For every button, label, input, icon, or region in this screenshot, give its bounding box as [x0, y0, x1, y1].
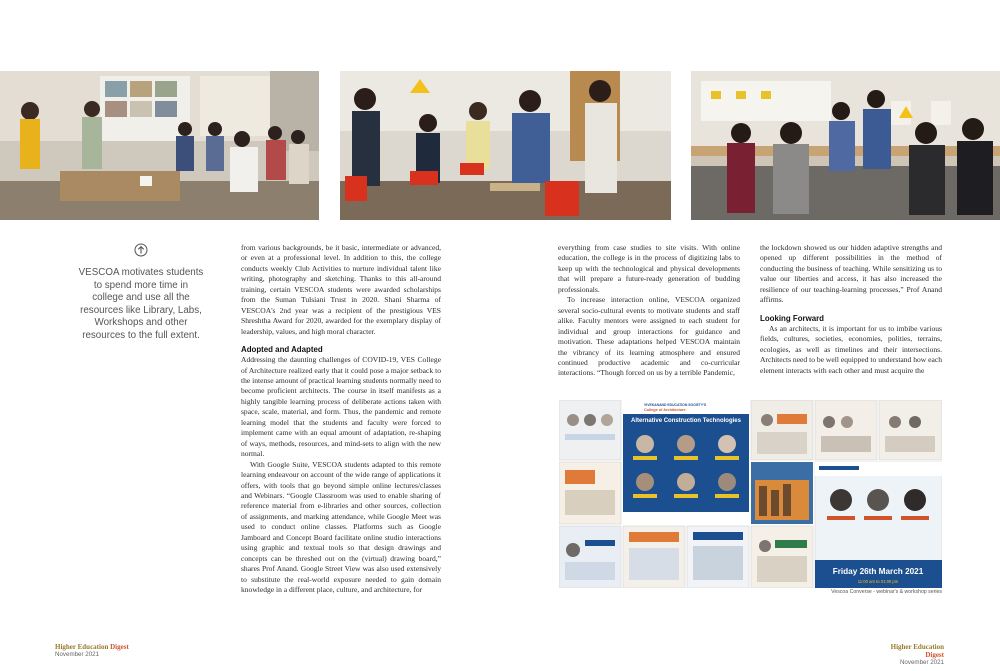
article-column-3	[760, 243, 942, 376]
footer-date: November 2021	[899, 659, 944, 666]
alternative-construction-poster	[623, 400, 749, 524]
paragraph: the lockdown showed us our hidden adaptive strengths and opened up different possibilities in the method of conducting the business of teaching. While sensitizing us to value our liberties and access, it has also increased the resilience of our teaching-learning processes,” Prof Anand affirms.	[760, 243, 942, 305]
article-column-2	[558, 243, 740, 379]
paragraph: from various backgrounds, be it basic, intermediate or advanced, or even at a professional level. In addition to this, the college conducts weekly Club Activities to nurture individual talent like writing, photography and sketching. Thanks to this all-around training, certain VESCOA students were awarded scholarships from the Suman Tulsiani Trust in 2020. Shani Sharma of VESCOA's 2nd year was a recipient of the prestigious VES Shreshtha Award for 2020, awarded for the exemplary display of leadership, values, and high moral character.	[241, 243, 441, 336]
footer-brand-accent: Digest	[110, 643, 129, 651]
poster-left-column	[559, 400, 621, 588]
paragraph: Addressing the daunting challenges of COVID-19, VES College of Architecture realized early that it could pose a major setback to the intense amount of practical learning students normally need to become proficient architects. The course in itself manifests as a highly tangible learning process of deliberate actions taken with space, scale, material, and form. Thus, the pandemic and remote learning model that the students and faculty were forced to implement came with an equal amount of adaptation, re-shaping of ways, methods, resources, and mind-sets to align with the new normal.	[241, 355, 441, 459]
paragraph: To increase interaction online, VESCOA organized several socio-cultural events to motivate students and staff alike. Faculty mentors were assigned to each student for individual and group interactions for guidance and motivation. These adaptations helped VESCOA maintain the vibrancy of its learning atmosphere and ensured continued productive academic and co-curricular interactions. “Though forced on us by a terrible Pandemic,	[558, 295, 740, 378]
footer-right	[876, 643, 944, 667]
footer-brand-main: Higher Education	[55, 643, 111, 651]
footer-brand	[876, 643, 944, 659]
collage-caption: Vescoa Converse - webinar's & workshop series	[831, 589, 942, 595]
poster-right-middle	[751, 462, 813, 524]
poster-college-text: College of Architecture	[644, 408, 686, 412]
poster-society-text: VIVEKANAND EDUCATION SOCIETY'S	[644, 403, 707, 407]
paragraph: As an architects, it is important for us to imbibe various fields, cultures, societies, economies, polities, terrains, ecologies, as well as timelines and their intersections. Architects need to be well equipped to understand how each element interacts with each other and must acquire the	[760, 323, 942, 375]
poster-bottom-strip	[623, 526, 813, 588]
friday-time-text: 11:00 am to 01:00 pm	[857, 579, 899, 584]
electrical-lab-photo	[691, 71, 1000, 220]
poster-right-top	[751, 400, 942, 460]
article-column-1	[241, 243, 441, 596]
paragraph: everything from case studies to site visits. With online education, the college is in the process of digitizing labs to keep up with the technological and physical developments that will prepare a future-ready generation of budding professionals.	[558, 243, 740, 294]
paragraph: With Google Suite, VESCOA students adapted to this remote learning endeavour on account of the wide range of applications it offers, with tools that go beyond simple online lectures/classes and Webinars. “Google Classroom was used to enable sharing of reference material from e-libraries and other sources, collection of assignments, and marking attendance, while Google Meet was used to conduct online classes. Platforms such as Google Jamboard and Concept Board facilitate online studio interactions using graphic and textual tools so that design drawings and concepts can be threshed out on the (virtual) drawing board,” shares Prof Anand. Google Street View was also used extensively to substitute the real-world exposure needed to gain domain knowledge in a different place, culture, and architecture, for	[241, 459, 441, 595]
pull-quote: VESCOA motivates students to spend more time in college and use all the resources like Library, Labs, Workshops and other resources to the full extent.	[78, 267, 204, 341]
poster-friday-event	[815, 462, 942, 588]
poster-title-text: Alternative Construction Technologies	[631, 418, 741, 424]
section-heading-adopted: Adopted and Adapted	[241, 345, 323, 355]
friday-date-text: Friday 26th March 2021	[832, 567, 924, 576]
studio-classroom-photo	[0, 71, 319, 220]
webinar-poster-collage	[559, 400, 942, 588]
circle-up-arrow-icon	[134, 243, 148, 257]
footer-brand-accent: Digest	[925, 651, 944, 659]
footer-brand	[55, 643, 129, 651]
footer-date: November 2021	[55, 651, 100, 658]
footer-brand-main: Higher Education	[890, 643, 944, 651]
section-heading-looking-forward: Looking Forward	[760, 313, 824, 323]
footer-left	[55, 643, 129, 659]
lab-workshop-photo	[340, 71, 671, 220]
